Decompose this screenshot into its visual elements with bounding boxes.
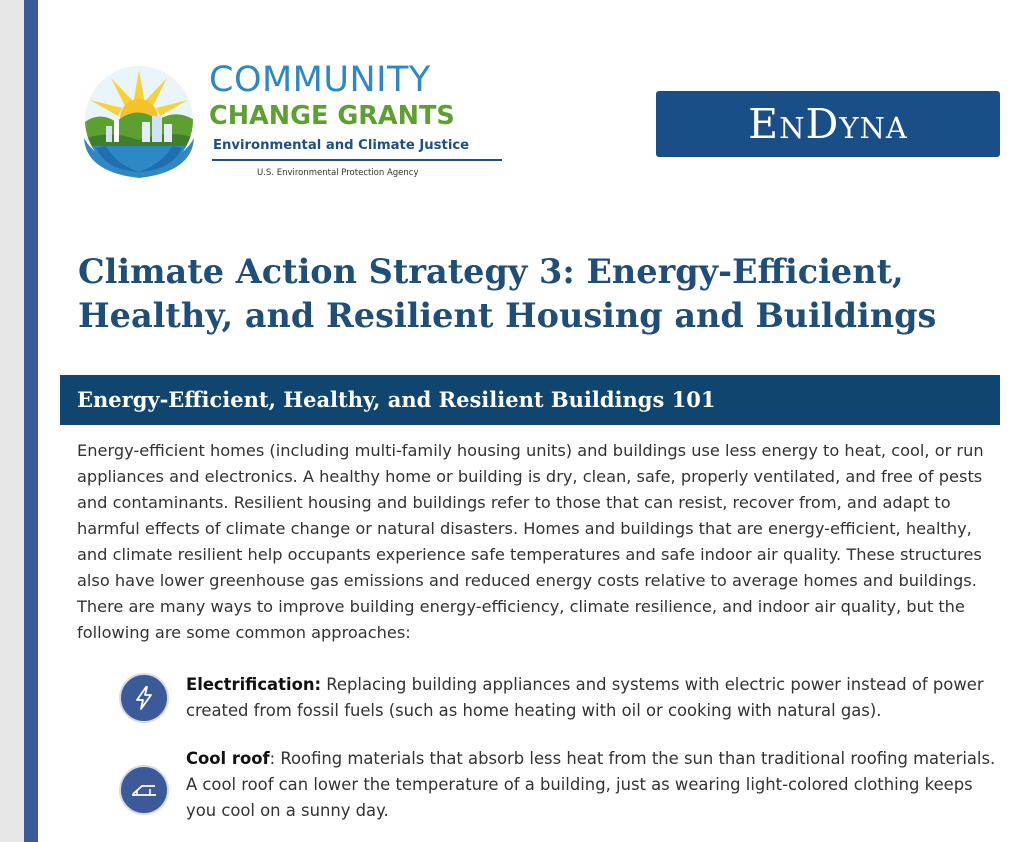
approach-term: Electrification: — [186, 675, 322, 694]
section-header-bar — [60, 375, 1000, 425]
approach-text — [186, 746, 1006, 824]
page-edge-bar — [24, 0, 38, 842]
approach-description: : Roofing materials that absorb less heat from the sun than traditional roofing materials. A cool roof can lower the temperature of a building, just as wearing light-colored clothing keeps you cool on a sunny day. — [186, 749, 996, 820]
document-title: Climate Action Strategy 3: Energy-Efficient, Healthy, and Resilient Housing and Buildings — [78, 252, 937, 335]
logo-community-text: COMMUNITY — [209, 60, 431, 100]
endyna-logo — [656, 91, 1000, 157]
community-change-grants-logo — [76, 60, 516, 190]
roof-icon — [119, 765, 169, 815]
approach-term: Cool roof — [186, 749, 270, 768]
lightning-bolt-icon — [119, 673, 169, 723]
logo-change-grants-text: CHANGE GRANTS — [209, 101, 455, 131]
approach-item-cool-roof — [119, 746, 999, 826]
intro-paragraph: Energy-efficient homes (including multi-family housing units) and buildings use less energy to heat, cool, or run appliances and electronics. A healthy home or building is dry, clean, safe, properly ventilated, and free of pests and contaminants. Resilient housing and buildings refer to those that can resist, recover from, and adapt to harmful effects of climate change or natural disasters. Homes and buildings that are energy-efficient, healthy, and climate resilient help occupants experience safe temperatures and safe indoor air quality. These structures also have lower greenhouse gas emissions and reduced energy costs relative to average homes and buildings. There are many ways to improve building energy-efficiency, climate resilience, and indoor air quality, but the following are some common approaches: — [77, 441, 984, 642]
community-emblem-icon — [76, 60, 202, 186]
approach-description: Replacing building appliances and systems with electric power instead of power created from fossil fuels (such as home heating with oil or cooking with natural gas). — [186, 675, 984, 720]
logo-divider — [212, 159, 502, 161]
logo-ej-text: Environmental and Climate Justice — [213, 138, 470, 153]
approach-item-electrification — [119, 672, 999, 728]
approach-text — [186, 672, 1006, 724]
page-gutter — [0, 0, 24, 842]
logo-agency-text: U.S. Environmental Protection Agency — [257, 168, 419, 178]
endyna-logo-text: EnDyna — [748, 100, 908, 148]
section-heading: Energy-Efficient, Healthy, and Resilient Buildings 101 — [77, 387, 716, 412]
